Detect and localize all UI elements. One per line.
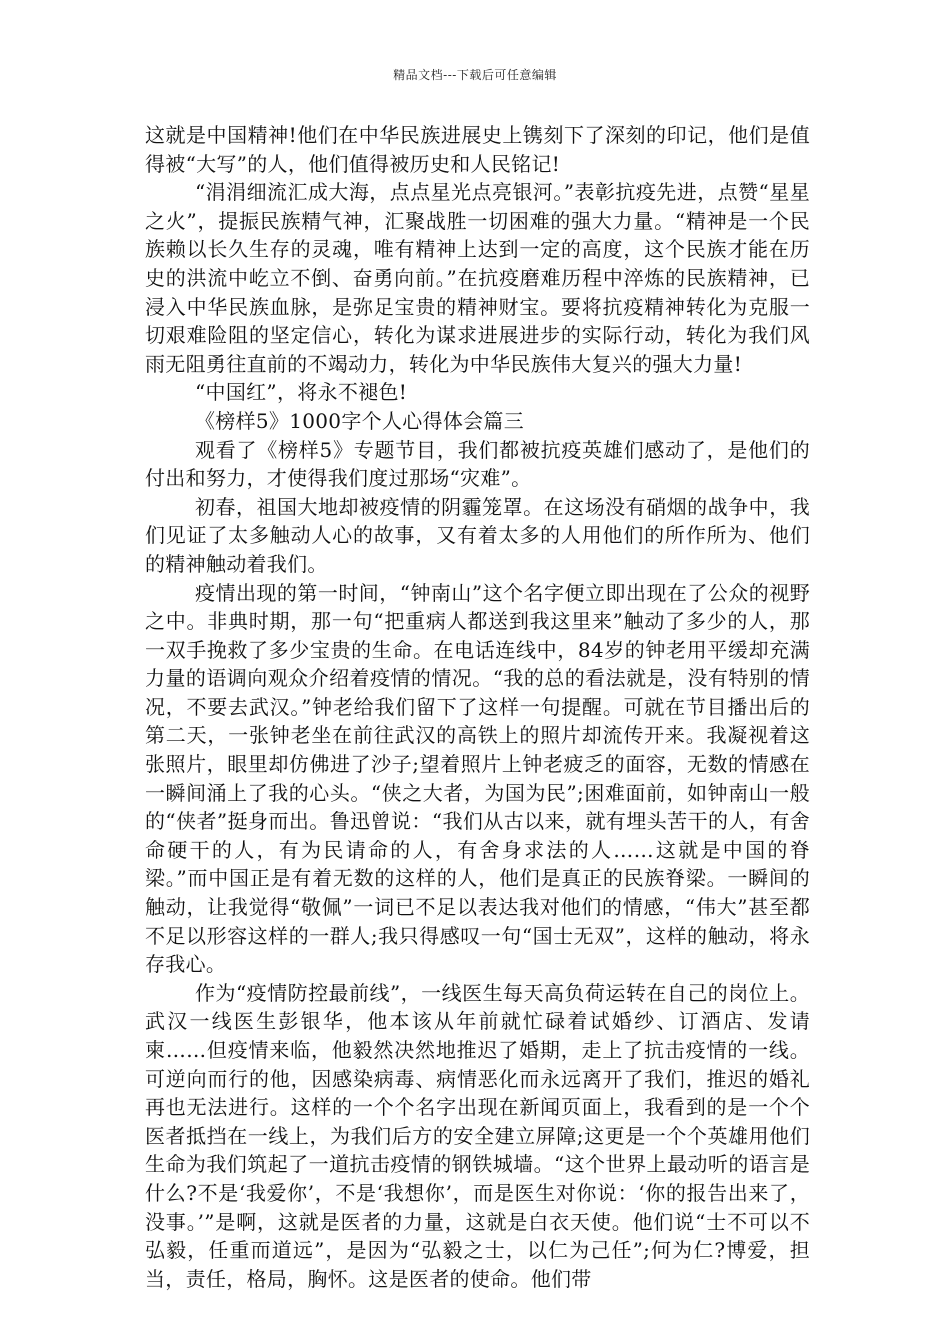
paragraph: 初春，祖国大地却被疫情的阴霾笼罩。在这场没有硝烟的战争中，我们见证了太多触动人心的故事，又有着太多的人用他们的所作所为、他们的精神触动着我们。 [145,494,810,576]
paragraph: 作为“疫情防控最前线”，一线医生每天高负荷运转在自己的岗位上。武汉一线医生彭银华，他本该从年前就忙碌着试婚纱、订酒店、发请柬……但疫情来临，他毅然决然地推迟了婚期，走上了抗击疫情的一线。可逆向而行的他，因感染病毒、病情恶化而永远离开了我们，推迟的婚礼再也无法进行。这样的一个个名字出现在新闻页面上，我看到的是一个个医者抵挡在一线上，为我们后方的安全建立屏障;这更是一个个英雄用他们生命为我们筑起了一道抗击疫情的钢铁城墙。“这个世界上最动听的语言是什么?不是‘我爱你’，不是‘我想你’，而是医生对你说：‘你的报告出来了，没事。’”是啊，这就是医者的力量，这就是白衣天使。他们说“士不可以不弘毅，任重而道远”，是因为“弘毅之士，以仁为己任”;何为仁?博爱，担当，责任，格局，胸怀。这是医者的使命。他们带 [145,980,810,1291]
paragraph: 这就是中国精神!他们在中华民族进展史上镌刻下了深刻的印记，他们是值得被“大写”的人，他们值得被历史和人民铭记! [145,123,810,176]
paragraph: “中国红”，将永不褪色! [195,380,408,405]
paragraph: “涓涓细流汇成大海，点点星光点亮银河。”表彰抗疫先进，点赞“星星之火”，提振民族精气神，汇聚战胜一切困难的强大力量。“精神是一个民族赖以长久生存的灵魂，唯有精神上达到一定的高度，这个民族才能在历史的洪流中屹立不倒、奋勇向前。”在抗疫磨难历程中淬炼的民族精神，已浸入中华民族血脉，是弥足宝贵的精神财宝。要将抗疫精神转化为克服一切艰难险阻的坚定信心，转化为谋求进展进步的实际行动，转化为我们风雨无阻勇往直前的不竭动力，转化为中华民族伟大复兴的强大力量! [145,180,810,376]
page-header: 精品文档---下载后可任意编辑 [393,68,557,82]
paragraph: 疫情出现的第一时间，“钟南山”这个名字便立即出现在了公众的视野之中。非典时期，那一句“把重病人都送到我这里来”触动了多少的人，那一双手挽救了多少宝贵的生命。在电话连线中，84岁的钟老用平缓却充满力量的语调向观众介绍着疫情的情况。“我的总的看法就是，没有特别的情况，不要去武汉。”钟老给我们留下了这样一句提醒。可就在节目播出后的第二天，一张钟老坐在前往武汉的高铁上的照片却流传开来。我凝视着这张照片，眼里却仿佛进了沙子;望着照片上钟老疲乏的面容，无数的情感在一瞬间涌上了我的心头。“侠之大者，为国为民”;困难面前，如钟南山一般的“侠者”挺身而出。鲁迅曾说：“我们从古以来，就有埋头苦干的人，有舍命硬干的人，有为民请命的人，有舍身求法的人……这就是中国的脊梁。”而中国正是有着无数的这样的人，他们是真正的民族脊梁。一瞬间的触动，让我觉得“敬佩”一词已不足以表达我对他们的情感，“伟大”甚至都不足以形容这样的一群人;我只得感叹一句“国士无双”，这样的触动，将永存我心。 [145,580,810,977]
document-body [145,121,810,1293]
paragraph: 观看了《榜样5》专题节目，我们都被抗疫英雄们感动了，是他们的付出和努力，才使得我们度过那场“灾难”。 [145,437,810,491]
section-heading: 《榜样5》1000字个人心得体会篇三 [195,408,525,433]
